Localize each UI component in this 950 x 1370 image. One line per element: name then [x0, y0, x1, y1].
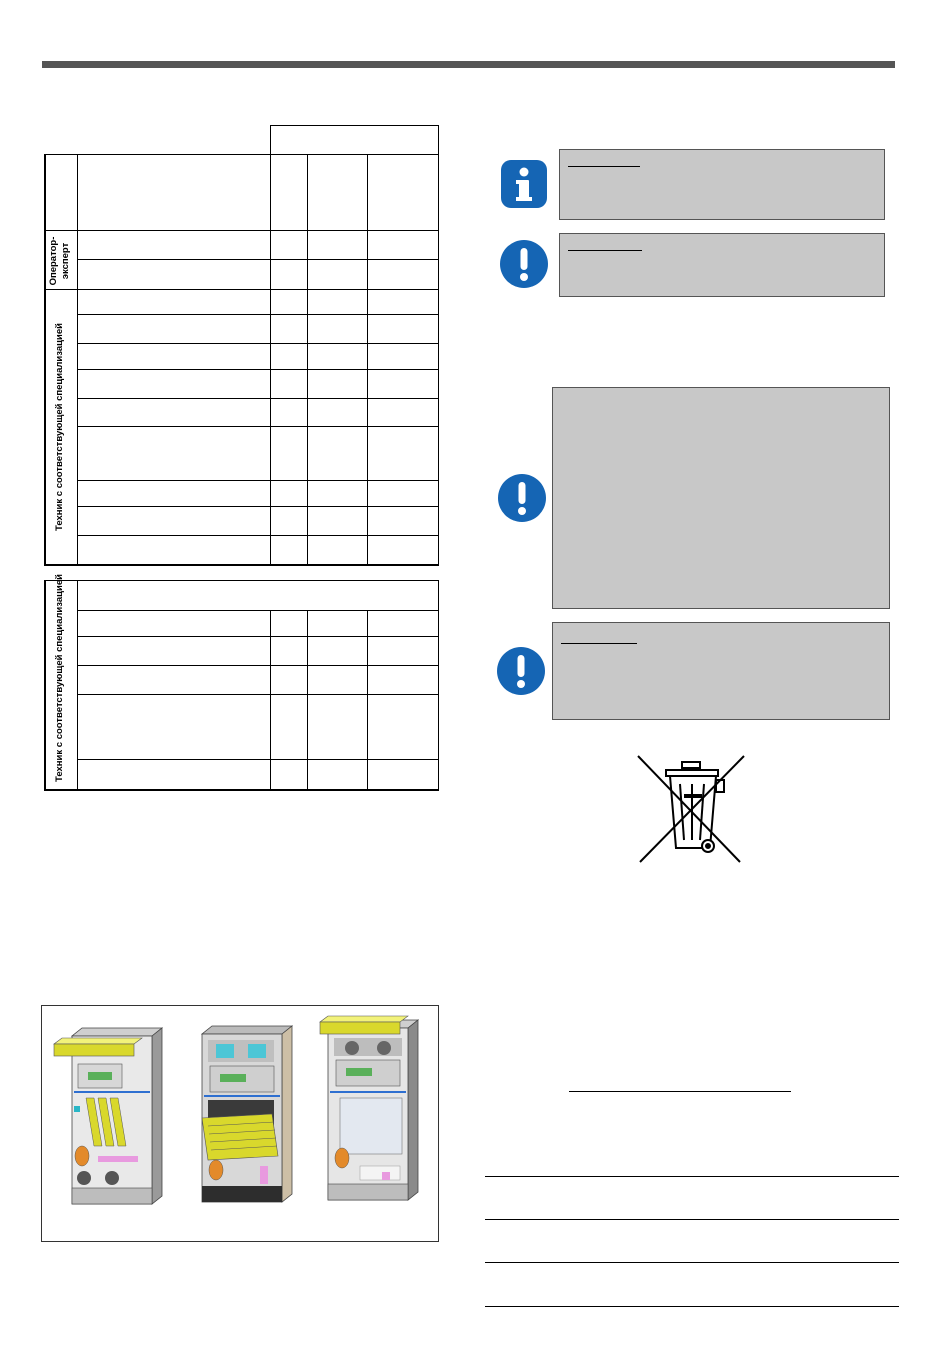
exclamation-icon [499, 239, 549, 289]
group-label-operator: Оператор- эксперт [48, 236, 71, 286]
separator-line [485, 1306, 899, 1307]
info-notice-box [559, 149, 885, 220]
warning-notice-box-1 [559, 233, 885, 297]
group-label-technician: Техник с соответствующей специализацией [54, 323, 65, 531]
group-label-technician-2: Техник с соответствующей специализацией [54, 574, 65, 782]
exclamation-icon [497, 473, 547, 523]
exclamation-icon [496, 646, 546, 696]
warning-notice-box-3 [552, 622, 890, 720]
header-bar [42, 61, 895, 68]
crossed-out-bin-icon [636, 754, 748, 866]
separator-line [485, 1262, 899, 1263]
warning-notice-box-2 [552, 387, 890, 609]
separator-line [485, 1219, 899, 1220]
separator-line [485, 1176, 899, 1177]
underline-rule [569, 1091, 791, 1092]
info-icon [500, 159, 548, 209]
units-illustration [41, 1005, 439, 1242]
